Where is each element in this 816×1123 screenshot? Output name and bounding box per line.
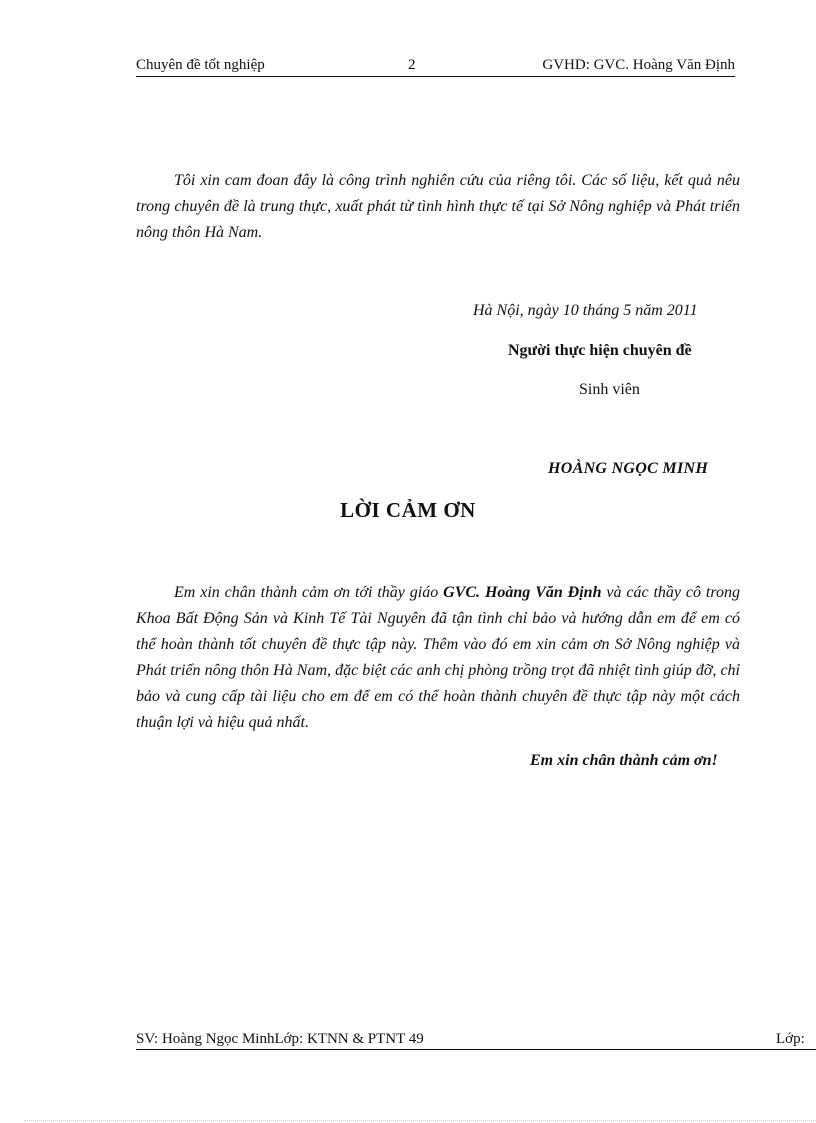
page-footer: [136, 1030, 816, 1050]
ack-advisor-name: GVC. Hoàng Văn Định: [443, 584, 602, 601]
declaration-paragraph: Tôi xin cam đoan đây là công trình nghiên cứu của riêng tôi. Các số liệu, kết quả nêu trong chuyên đề là trung thực, xuất phát từ tình hình thực tế tại Sở Nông nghiệp và Phát triển nông thôn Hà Nam.: [136, 172, 740, 241]
ack-intro: Em xin chân thành cảm ơn tới thầy giáo: [174, 584, 444, 601]
header-doc-type: Chuyên đề tốt nghiệp: [136, 57, 265, 73]
footer-student: SV: Hoàng Ngọc MinhLớp: KTNN & PTNT 49: [136, 1031, 424, 1047]
footer-class-label: Lớp:: [776, 1031, 805, 1047]
signature-name: HOÀNG NGỌC MINH: [548, 460, 709, 477]
signature-date: Hà Nội, ngày 10 tháng 5 năm 2011: [473, 302, 698, 319]
acknowledgement-paragraph: [136, 580, 740, 736]
acknowledgement-title: LỜI CẢM ƠN: [340, 498, 476, 522]
header-page-number: 2: [408, 57, 416, 73]
page-header: [136, 56, 735, 77]
ack-body: và các thầy cô trong Khoa Bất Động Sản và Kinh Tế Tài Nguyên đã tận tình chỉ bảo và hướng dẫn em để em có thể hoàn thành tốt chuyên đề thực tập này. Thêm vào đó em xin cảm ơn Sở Nông nghiệp và Phát triển nông thôn Hà Nam, đặc biệt các anh chị phòng trồng trọt đã nhiệt tình giúp đỡ, chỉ bảo và cung cấp tài liệu cho em để em có thể hoàn thành chuyên đề thực tập này một cách thuận lợi và hiệu quả nhất.: [136, 584, 741, 731]
signature-position: Sinh viên: [579, 381, 640, 398]
signature-role: Người thực hiện chuyên đề: [508, 342, 692, 359]
page-break-line: [24, 1120, 816, 1121]
acknowledgement-closing: Em xin chân thành cảm ơn!: [530, 752, 718, 769]
header-advisor: GVHD: GVC. Hoàng Văn Định: [542, 57, 735, 73]
